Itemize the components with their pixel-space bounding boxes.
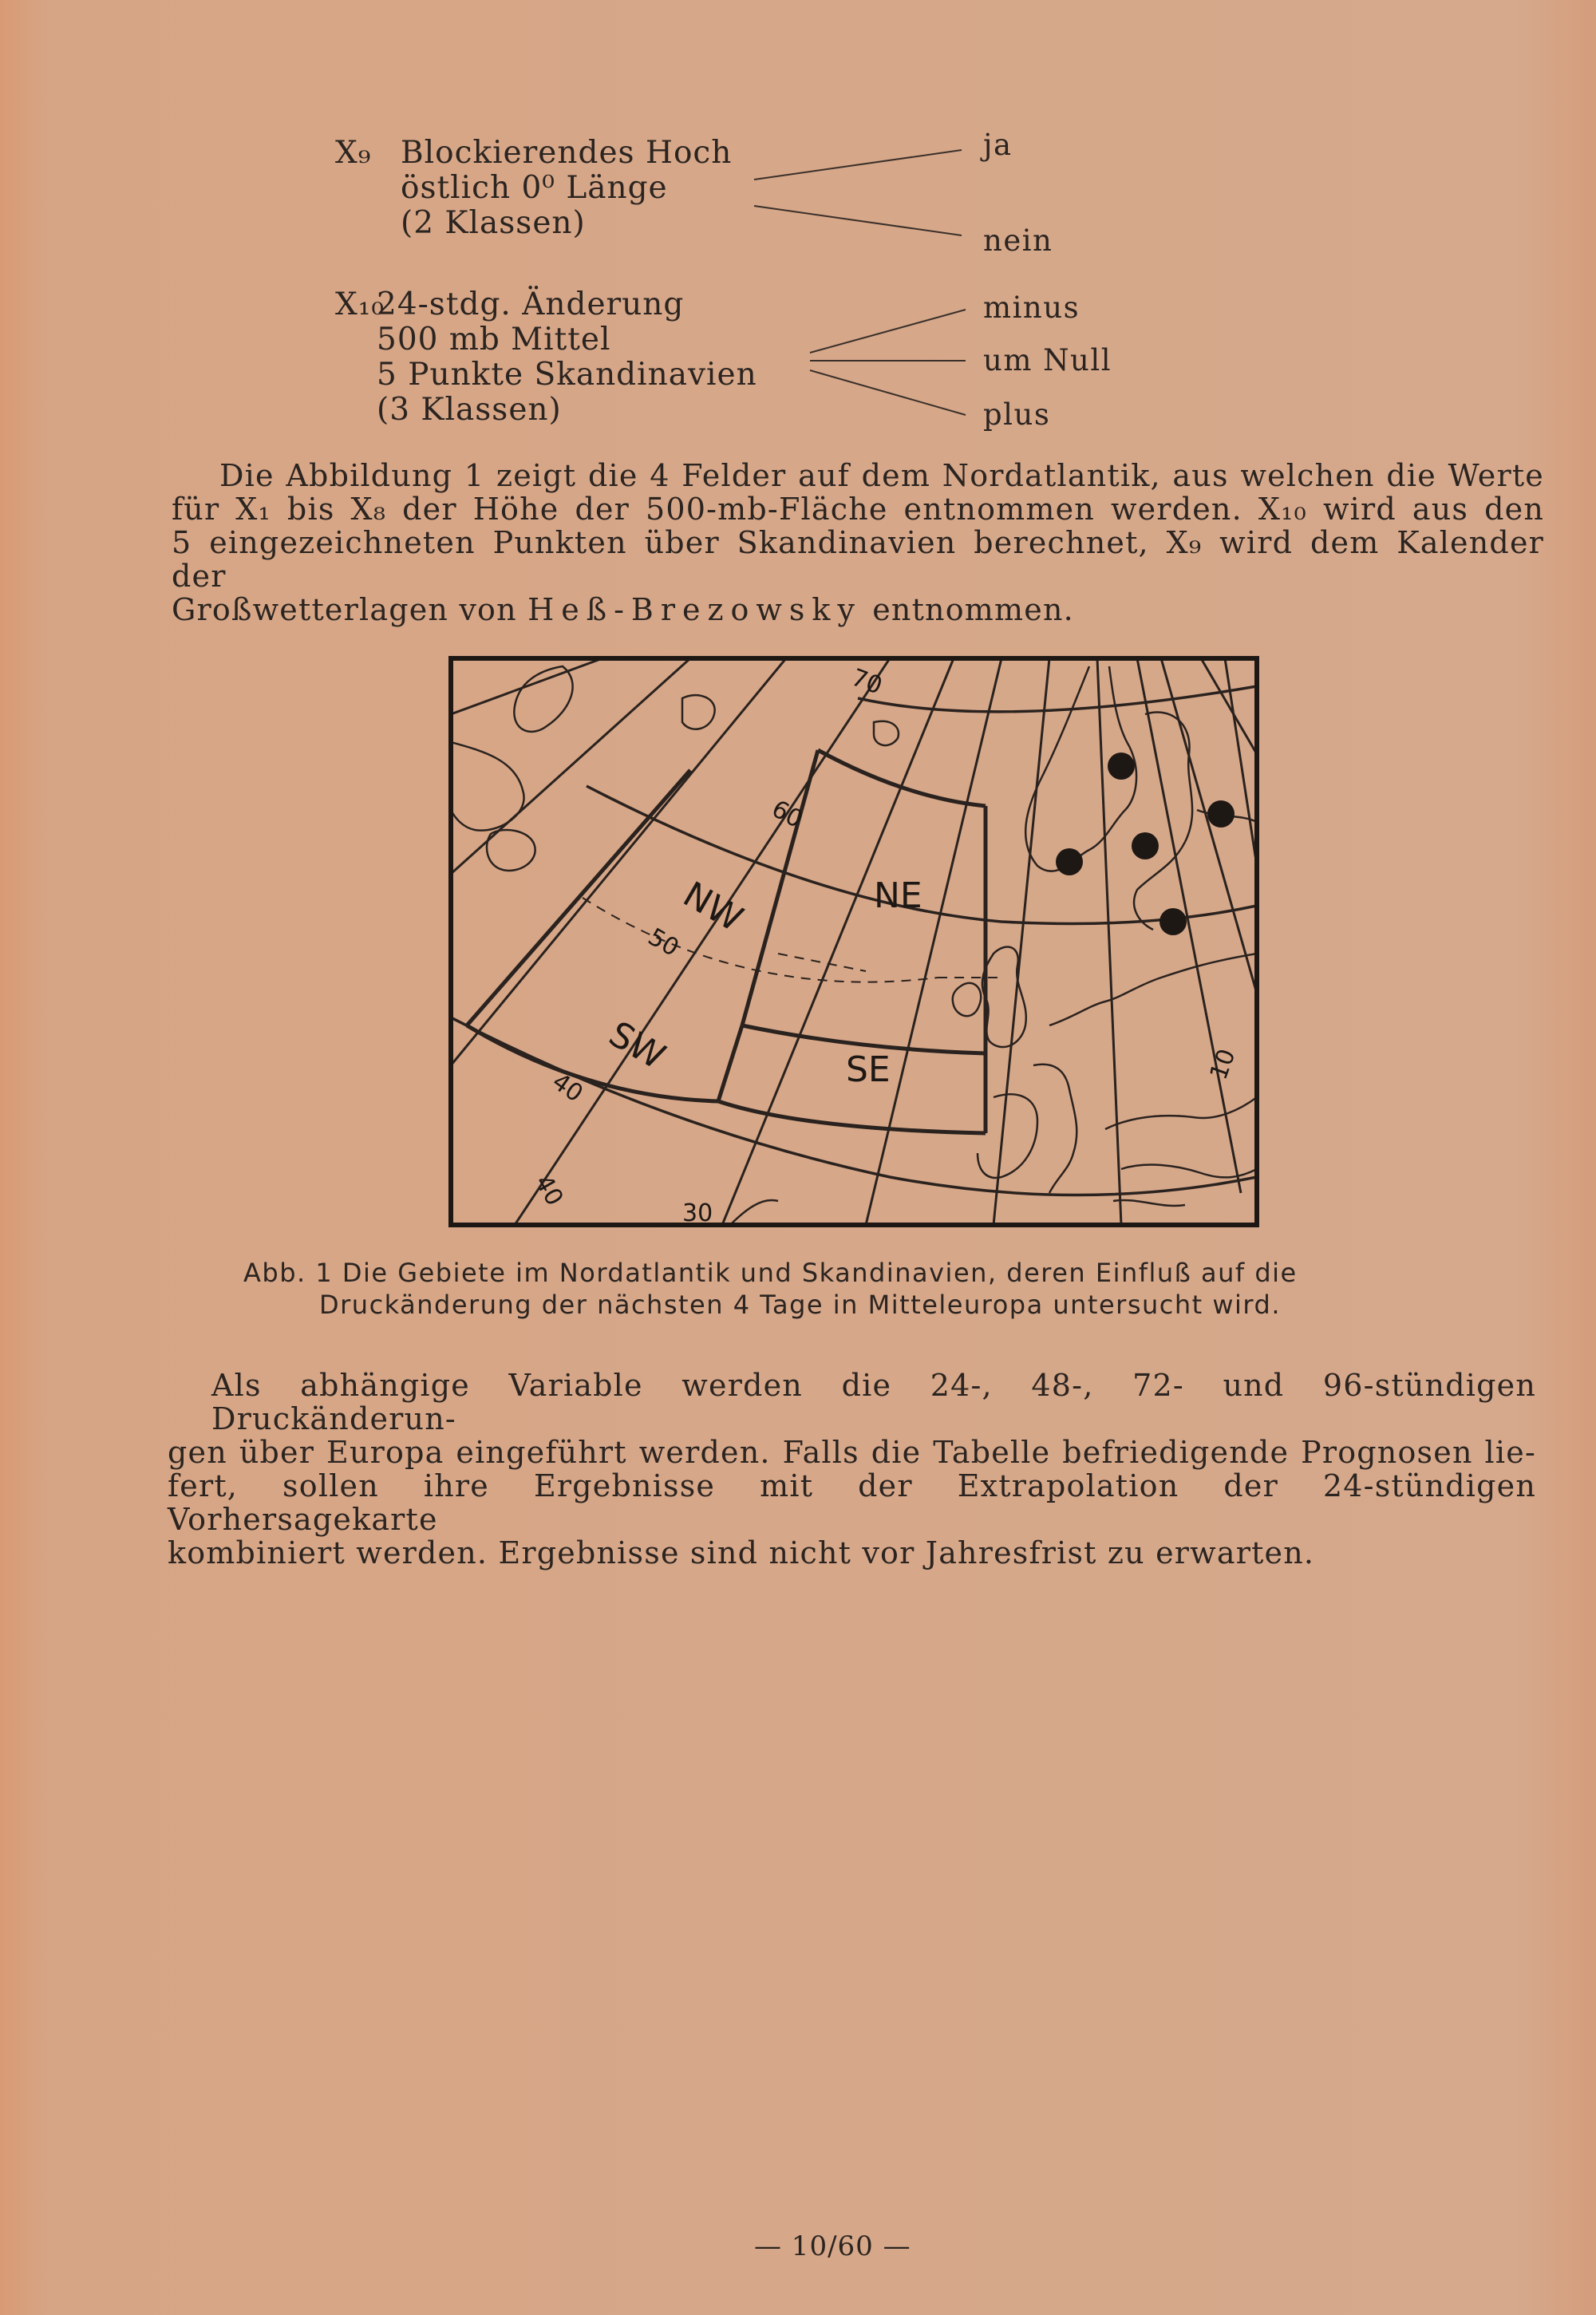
lat-label-40: 40 (547, 1067, 588, 1108)
lat-label-60: 60 (767, 795, 808, 834)
variable-x10-line-4: (3 Klassen) (377, 392, 562, 428)
paragraph-2-line-3: fert, sollen ihre Ergebnisse mit der Extrapolation der 24-stündigen Vorhersagekarte (168, 1468, 1536, 1537)
paragraph-2-line-2: gen über Europa eingeführt werden. Falls die Tabelle befriedigende Prognosen lie- (168, 1435, 1536, 1470)
paragraph-1-line-3: 5 eingezeichneten Punkten über Skandinavien berechnet, X₉ wird dem Kalender der (172, 525, 1544, 594)
variable-x10-option-plus: plus (983, 397, 1051, 432)
variable-x10-branch-lines (806, 303, 982, 423)
scandinavia-point-1 (1108, 753, 1135, 780)
variable-x9 (335, 136, 732, 241)
figure-map (443, 650, 1265, 1233)
variable-x10-line-1: 24-stdg. Änderung (377, 286, 685, 322)
variable-x9-option-ja: ja (983, 128, 1013, 162)
paragraph-2-line-4: kombiniert werden. Ergebnisse sind nicht vor Jahresfrist zu erwarten. (168, 1535, 1315, 1570)
field-label-nw: NW (676, 874, 750, 940)
figure-caption-line-2: Druckänderung der nächsten 4 Tage in Mitteleuropa untersucht wird. (319, 1290, 1281, 1320)
meridian-lines (451, 658, 1257, 1225)
lon-label-40: 40 (529, 1170, 569, 1211)
paragraph-1-line-1: Die Abbildung 1 zeigt die 4 Felder auf dem Nordatlantik, aus welchen die Werte (219, 458, 1544, 493)
lat-label-70: 70 (847, 663, 887, 701)
paragraph-1-line-4-post: entnommen. (861, 592, 1074, 627)
variable-x9-line-1: Blockierendes Hoch (401, 135, 733, 171)
variable-x10-symbol: X₁₀ (335, 286, 385, 322)
variable-x9-option-nein: nein (983, 223, 1053, 258)
lat-label-50: 50 (643, 922, 684, 963)
variable-x10-option-um-null: um Null (983, 343, 1112, 377)
scandinavia-point-2 (1207, 800, 1235, 828)
latitude-dashed-lines (583, 898, 1001, 982)
paragraph-1-line-2: für X₁ bis X₈ der Höhe der 500-mb-Fläche entnommen werden. X₁₀ wird aus den (172, 492, 1544, 527)
coastlines (451, 663, 1257, 1225)
variable-x10-line-3: 5 Punkte Skandinavien (377, 357, 757, 393)
variable-x10 (335, 287, 757, 428)
scandinavia-point-5 (1159, 908, 1187, 935)
variable-x10-option-minus: minus (983, 290, 1080, 325)
figure-caption (215, 1257, 1460, 1321)
variable-x10-line-2: 500 mb Mittel (377, 322, 611, 358)
paragraph-2-line-1: Als abhängige Variable werden die 24-, 48-, 72- und 96-stündigen Druckänderun- (211, 1368, 1536, 1436)
variable-x9-line-3: (2 Klassen) (401, 205, 586, 241)
paragraph-1 (172, 459, 1544, 626)
field-label-ne: NE (874, 875, 922, 916)
lon-label-10: 10 (1204, 1045, 1242, 1084)
figure-caption-line-1: Abb. 1 Die Gebiete im Nordatlantik und Skandinavien, deren Einfluß auf die (243, 1258, 1298, 1288)
variable-x9-symbol: X₉ (335, 135, 372, 171)
lat-label-30: 30 (682, 1199, 713, 1227)
author-name: Heß-Brezowsky (527, 592, 862, 627)
field-label-se: SE (846, 1049, 891, 1090)
variable-x9-line-2: östlich 0⁰ Länge (401, 170, 668, 206)
paragraph-2 (168, 1369, 1536, 1570)
paragraph-1-line-4 (172, 593, 1544, 626)
scandinavia-point-3 (1056, 848, 1083, 875)
scandinavia-point-4 (1132, 832, 1159, 859)
scandinavia-points (1056, 753, 1235, 935)
paragraph-1-line-4-pre: Großwetterlagen von (172, 592, 528, 627)
field-boundaries (467, 750, 986, 1133)
page-number: — 10/60 — (754, 2230, 911, 2262)
variable-x9-branch-lines (750, 144, 974, 247)
field-label-sw: SW (602, 1013, 672, 1078)
